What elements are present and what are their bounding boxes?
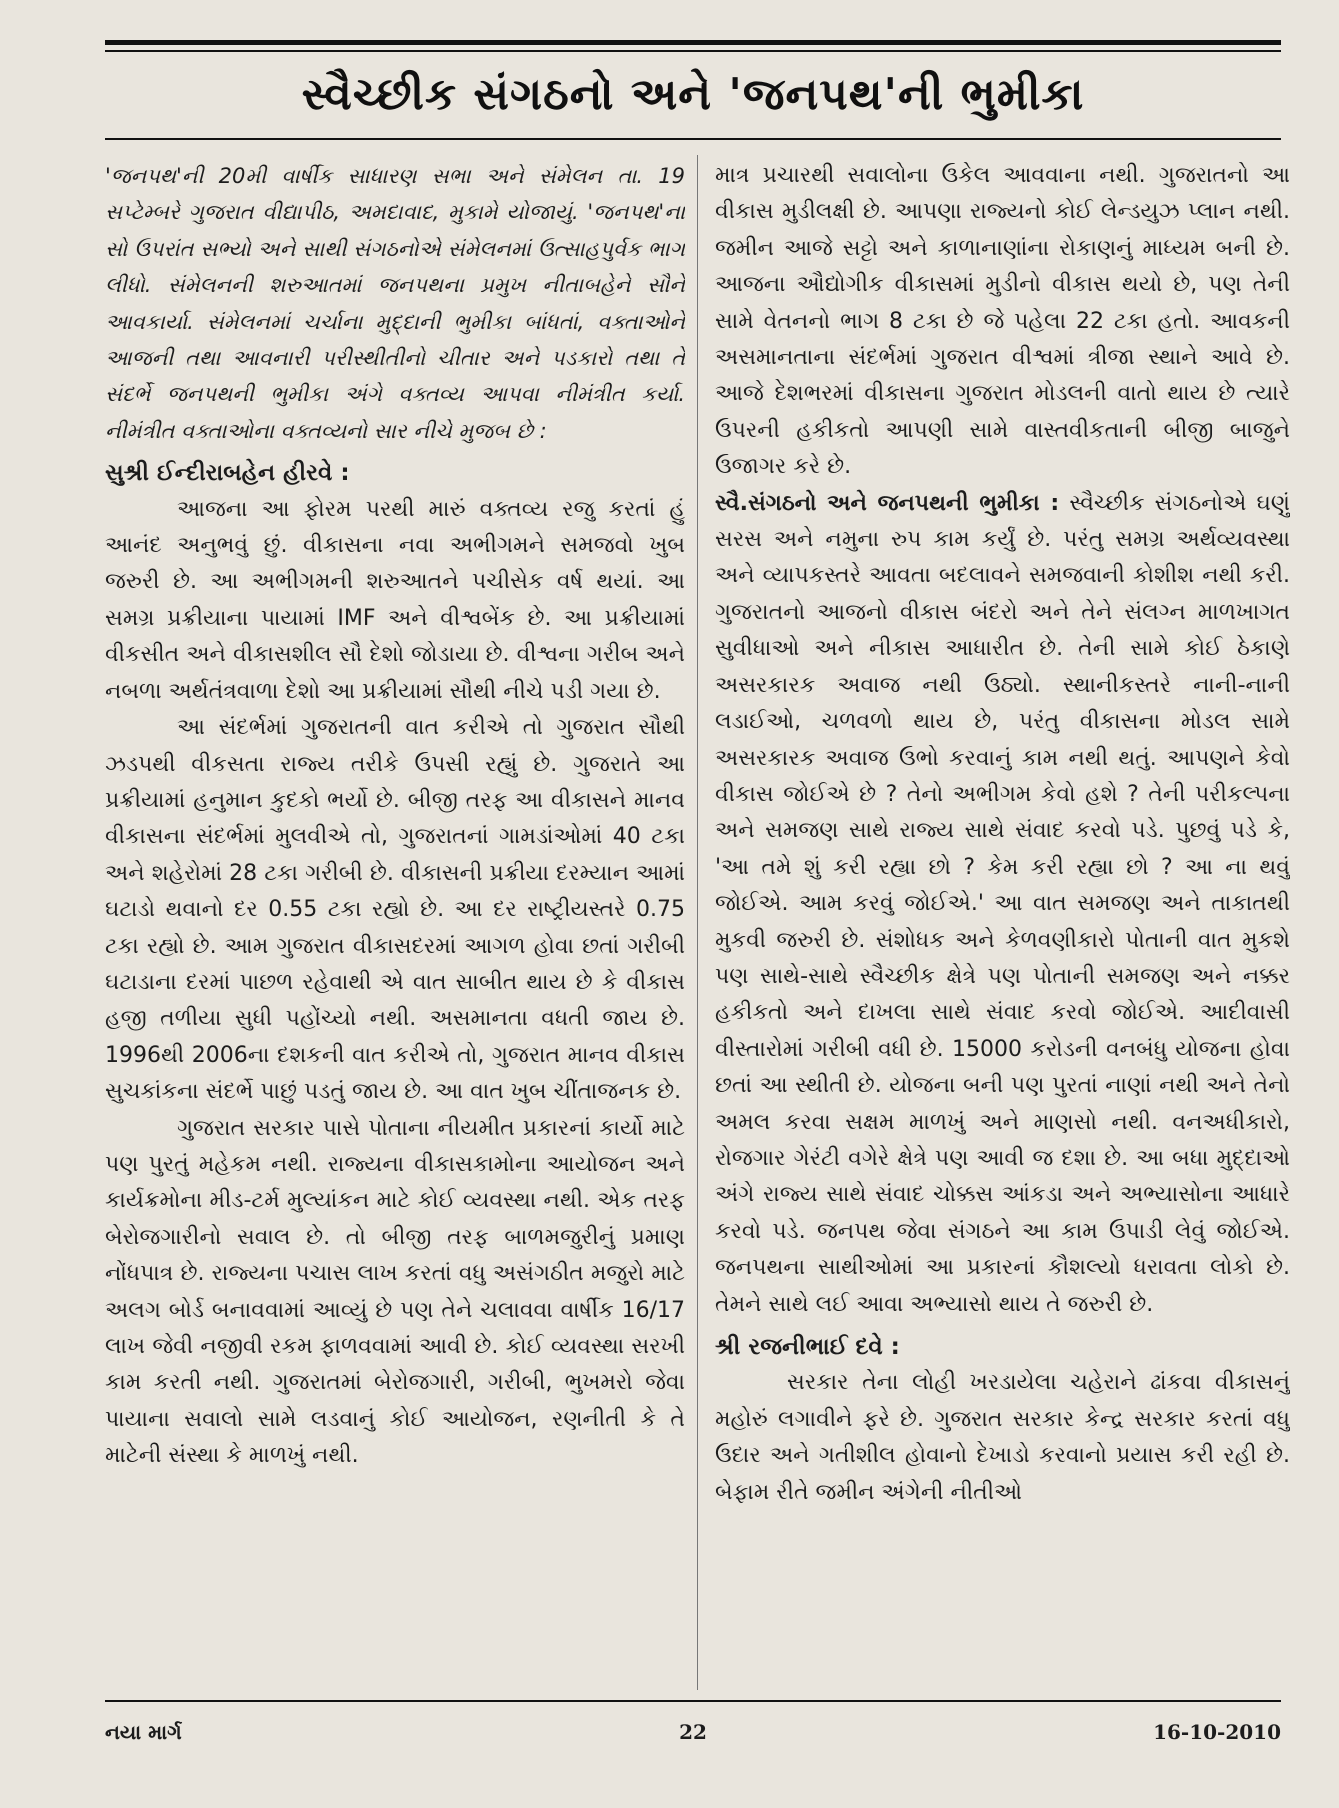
body-paragraph-4: માત્ર પ્રચારથી સવાલોના ઉકેલ આવવાના નથી. ગુજરાતનો આ વીકાસ મુડીલક્ષી છે. આપણા રાજ્યનો કોઈ લેન્ડયુઝ પ્લાન નથી. જમીન આજે સટ્ટો અને કાળાનાણાંના રોકાણનું માધ્યમ બની છે. આજના ઔદ્યોગીક વીકાસમાં મુડીનો વીકાસ થયો છે, પણ તેની સામે વેતનનો ભાગ 8 ટકા છે જે પહેલા 22 ટકા હતો. આવકની અસમાનતાના સંદર્ભમાં ગુજરાત વીશ્વમાં ત્રીજા સ્થાને આવે છે. આજે દેશભરમાં વીકાસના ગુજરાત મોડલની વાતો થાય છે ત્યારે ઉપરની હકીકતો આપણી સામે વાસ્તવીકતાની બીજી બાજુને ઉજાગર કરે છે. [715, 163, 1290, 480]
right-column [715, 158, 1290, 1688]
body-paragraph-5-text: સ્વૈચ્છીક સંગઠનોએ ઘણું સરસ અને નમુના રુપ કામ કર્યું છે. પરંતુ સમગ્ર અર્થવ્યવસ્થા અને વ્યાપકસ્તરે આવતા બદલાવને સમજવાની કોશીશ નથી કરી. ગુજરાતનો આજનો વીકાસ બંદરો અને તેને સંલગ્ન માળખાગત સુવીધાઓ અને નીકાસ આધારીત છે. તેની સામે કોઈ ઠેકાણે અસરકારક અવાજ નથી ઉઠ્યો. સ્થાનીકસ્તરે નાની-નાની લડાઈઓ, ચળવળો થાય છે, પરંતુ વીકાસના મોડલ સામે અસરકારક અવાજ ઉભો કરવાનું કામ નથી થતું. આપણને કેવો વીકાસ જોઈએ છે ? તેનો અભીગમ કેવો હશે ? તેની પરીકલ્પના અને સમજણ સાથે રાજ્ય સાથે સંવાદ કરવો પડે. પુછવું પડે કે, 'આ તમે શું કરી રહ્યા છો ? કેમ કરી રહ્યા છો ? આ ના થવું જોઈએ. આમ કરવું જોઈએ.' આ વાત સમજણ અને તાકાતથી મુકવી જરુરી છે. સંશોધક અને કેળવણીકારો પોતાની વાત મુકશે પણ સાથે-સાથે સ્વૈચ્છીક ક્ષેત્રે પણ પોતાની સમજણ અને નક્કર હકીકતો અને દાખલા સાથે સંવાદ કરવો જોઈએ. આદીવાસી વીસ્તારોમાં ગરીબી વધી છે. 15000 કરોડની વનબંધુ યોજના હોવા છતાં આ સ્થીતી છે. યોજના બની પણ પુરતાં નાણાં નથી અને તેનો અમલ કરવા સક્ષમ માળખું અને માણસો નથી. વનઅધીકારો, રોજગાર ગેરંટી વગેરે ક્ષેત્રે પણ આવી જ દશા છે. આ બધા મુદ્દાઓ અંગે રાજ્ય સાથે સંવાદ ચોક્કસ આંકડા અને અભ્યાસોના આધારે કરવો પડે. જનપથ જેવા સંગઠને આ કામ ઉપાડી લેવું જોઈએ. જનપથના સાથીઓમાં આ પ્રકારનાં કૌશલ્યો ધરાવતા લોકો છે. તેમને સાથે લઈ આવા અભ્યાસો થાય તે જરુરી છે. [715, 490, 1290, 1317]
body-paragraph-2: આ સંદર્ભમાં ગુજરાતની વાત કરીએ તો ગુજરાત સૌથી ઝડપથી વીકસતા રાજ્ય તરીકે ઉપસી રહ્યું છે. ગુજરાતે આ પ્રક્રીયામાં હનુમાન કુદકો ભર્યો છે. બીજી તરફ આ વીકાસને માનવ વીકાસના સંદર્ભમાં મુલવીએ તો, ગુજરાતનાં ગામડાંઓમાં 40 ટકા અને શહેરોમાં 28 ટકા ગરીબી છે. વીકાસની પ્રક્રીયા દરમ્યાન આમાં ઘટાડો થવાનો દર 0.55 ટકા રહ્યો છે. આ દર રાષ્ટ્રીયસ્તરે 0.75 ટકા રહ્યો છે. આમ ગુજરાત વીકાસદરમાં આગળ હોવા છતાં ગરીબી ઘટાડાના દરમાં પાછળ રહેવાથી એ વાત સાબીત થાય છે કે વીકાસ હજી તળીયા સુધી પહોંચ્યો નથી. અસમાનતા વધતી જાય છે. 1996થી 2006ના દશકની વાત કરીએ તો, ગુજરાત માનવ વીકાસ સુચકાંકના સંદર્ભે પાછું પડતું જાય છે. આ વાત ખુબ ચીંતાજનક છે. [105, 715, 685, 1105]
page-footer [105, 1720, 1281, 1750]
article-title: સ્વૈચ્છીક સંગઠનો અને 'જનપથ'ની ભુમીકા [301, 69, 1085, 120]
footer-rule [105, 1700, 1281, 1702]
publication-name: નયા માર્ગ [105, 1720, 182, 1744]
top-rule-thick [105, 40, 1281, 45]
issue-date: 16-10-2010 [1153, 1720, 1281, 1744]
body-paragraph-5 [715, 486, 1290, 1323]
body-paragraph-3: ગુજરાત સરકાર પાસે પોતાના નીયમીત પ્રકારનાં કાર્યો માટે પણ પુરતું મહેકમ નથી. રાજ્યના વીકાસકામોના આયોજન અને કાર્યક્રમોના મીડ-ટર્મ મુલ્યાંકન માટે કોઈ વ્યવસ્થા નથી. એક તરફ બેરોજગારીનો સવાલ છે. તો બીજી તરફ બાળમજુરીનું પ્રમાણ નોંધપાત્ર છે. રાજ્યના પચાસ લાખ કરતાં વધુ અસંગઠીત મજુરો માટે અલગ બોર્ડ બનાવવામાં આવ્યું છે પણ તેને ચલાવવા વાર્ષીક 16/17 લાખ જેવી નજીવી રકમ ફાળવવામાં આવી છે. કોઈ વ્યવસ્થા સરખી કામ કરતી નથી. ગુજરાતમાં બેરોજગારી, ગરીબી, ભુખમરો જેવા પાયાના સવાલો સામે લડવાનું કોઈ આયોજન, રણનીતી કે તે માટેની સંસ્થા કે માળખું નથી. [105, 1115, 685, 1469]
left-column [105, 158, 685, 1688]
page-number: 22 [679, 1720, 707, 1744]
body-paragraph-1: આજના આ ફોરમ પરથી મારું વક્તવ્ય રજુ કરતાં હું આનંદ અનુભવું છું. વીકાસના નવા અભીગમને સમજવો ખુબ જરુરી છે. આ અભીગમની શરુઆતને પચીસેક વર્ષ થયાં. આ સમગ્ર પ્રક્રીયાના પાયામાં IMF અને વીશ્વબેંક છે. આ પ્રક્રીયામાં વીકસીત અને વીકાસશીલ સૌ દેશો જોડાયા છે. વીશ્વના ગરીબ અને નબળા અર્થતંત્રવાળા દેશો આ પ્રક્રીયામાં સૌથી નીચે પડી ગયા છે. [105, 496, 685, 704]
title-rule [105, 138, 1281, 140]
column-divider [697, 155, 698, 1690]
top-rule-thin [105, 50, 1281, 52]
speaker-heading-1: સુશ્રી ઈન્દીરાબહેન હીરવે : [105, 460, 350, 487]
intro-paragraph: 'જનપથ'ની 20મી વાર્ષીક સાધારણ સભા અને સંમેલન તા. 19 સપ્ટેમ્બરે ગુજરાત વીદ્યાપીઠ, અમદાવાદ, મુકામે યોજાયું. 'જનપથ'ના સો ઉપરાંત સભ્યો અને સાથી સંગઠનોએ સંમેલનમાં ઉત્સાહપુર્વક ભાગ લીધો. સંમેલનની શરુઆતમાં જનપથના પ્રમુખ નીતાબહેને સૌને આવકાર્યા. સંમેલનમાં ચર્ચાના મુદ્દાની ભુમીકા બાંધતાં, વક્તાઓને આજની તથા આવનારી પરીસ્થીતીનો ચીતાર અને પડકારો તથા તે સંદર્ભે જનપથની ભુમીકા અંગે વક્તવ્ય આપવા નીમંત્રીત કર્યા. નીમંત્રીત વક્તાઓના વક્તવ્યનો સાર નીચે મુજબ છે : [105, 164, 685, 443]
speaker-heading-2: શ્રી રજનીભાઈ દવે : [715, 1334, 900, 1360]
section-inline-heading: સ્વૈ.સંગઠનો અને જનપથની ભુમીકા : [715, 490, 1060, 516]
body-paragraph-6: સરકાર તેના લોહી ખરડાયેલા ચહેરાને ઢાંકવા વીકાસનું મહોરું લગાવીને ફરે છે. ગુજરાત સરકાર કેન્દ્ર સરકાર કરતાં વધુ ઉદાર અને ગતીશીલ હોવાનો દેખાડો કરવાનો પ્રયાસ કરી રહી છે. બેફામ રીતે જમીન અંગેની નીતીઓ [715, 1370, 1290, 1505]
